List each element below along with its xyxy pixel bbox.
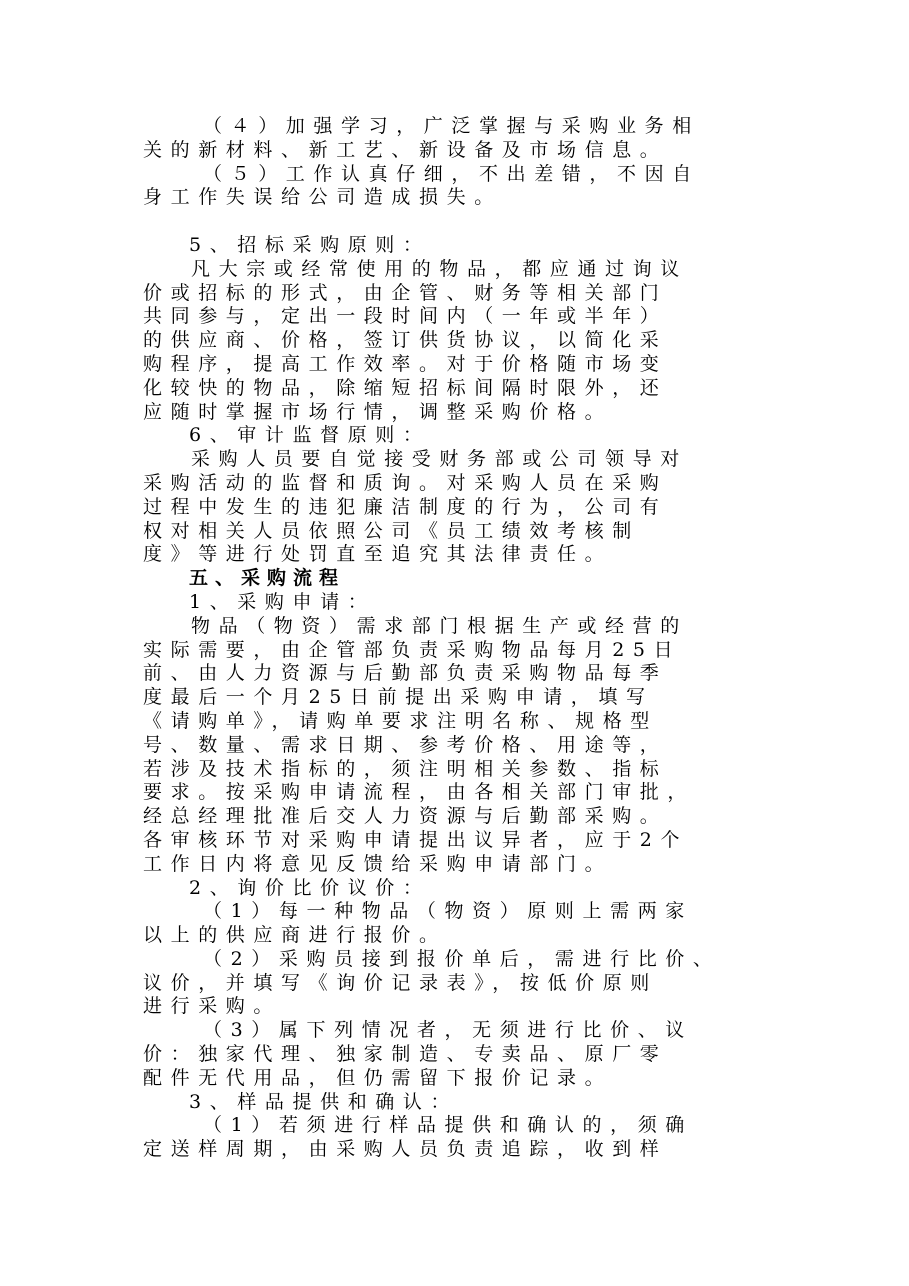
paragraph-line: （2）采购员接到报价单后，需进行比价、	[203, 947, 721, 970]
chapter-heading: 五、采购流程	[189, 567, 346, 590]
section-heading: 3、样品提供和确认：	[189, 1090, 459, 1113]
paragraph-line: 价：独家代理、独家制造、专卖品、原厂零	[143, 1043, 668, 1066]
paragraph-line: 进行采购。	[143, 995, 282, 1018]
paragraph-line: 要求。按采购申请流程，由各相关部门审批，	[143, 781, 696, 804]
paragraph-line: （５）工作认真仔细，不出差错，不因自	[203, 162, 700, 185]
paragraph-line: 经总经理批准后交人力资源与后勤部采购。	[143, 805, 668, 828]
paragraph-line: 购程序，提高工作效率。对于价格随市场变	[143, 352, 668, 375]
paragraph-line: 号、数量、需求日期、参考价格、用途等，	[143, 733, 668, 756]
paragraph-line: 共同参与，定出一段时间内（一年或半年）	[143, 305, 668, 328]
paragraph-line: （1）每一种物品（物资）原则上需两家	[203, 900, 693, 923]
paragraph-line: 定送样周期，由采购人员负责追踪，收到样	[143, 1138, 668, 1161]
paragraph-line: （４）加强学习，广泛掌握与采购业务相	[203, 115, 700, 137]
paragraph-line: 采购活动的监督和质询。对采购人员在采购	[143, 471, 668, 494]
paragraph-line: 采购人员要自觉接受财务部或公司领导对	[191, 448, 688, 471]
paragraph-line: 度》等进行处罚直至追究其法律责任。	[143, 543, 613, 566]
paragraph-line: 凡大宗或经常使用的物品，都应通过询议	[191, 257, 688, 280]
paragraph-line: 若涉及技术指标的，须注明相关参数、指标	[143, 757, 668, 780]
paragraph-line: 的供应商、价格，签订供货协议，以简化采	[143, 329, 668, 352]
document-body	[143, 115, 765, 1162]
blank-line	[143, 210, 765, 234]
paragraph-line: 身工作失误给公司造成损失。	[143, 186, 502, 209]
paragraph-line: 关的新材料、新工艺、新设备及市场信息。	[143, 138, 668, 161]
paragraph-line: 各审核环节对采购申请提出议异者，应于2个	[143, 828, 689, 851]
paragraph-line: 权对相关人员依照公司《员工绩效考核制	[143, 519, 640, 542]
paragraph-line: 应随时掌握市场行情，调整采购价格。	[143, 400, 613, 423]
section-heading: 5、招标采购原则：	[189, 233, 431, 256]
paragraph-line: 价或招标的形式，由企管、财务等相关部门	[143, 281, 668, 304]
paragraph-line: （1）若须进行样品提供和确认的，须确	[203, 1114, 693, 1137]
paragraph-line: 物品（物资）需求部门根据生产或经营的	[191, 614, 688, 637]
paragraph-line: 前、由人力资源与后勤部负责采购物品每季	[143, 662, 668, 685]
paragraph-line: 以上的供应商进行报价。	[143, 924, 447, 947]
paragraph-line: 过程中发生的违犯廉洁制度的行为，公司有	[143, 495, 668, 518]
paragraph-line: 议价，并填写《询价记录表》，按低价原则	[143, 971, 658, 994]
section-heading: 1、采购申请：	[189, 590, 376, 613]
paragraph-line: 《请购单》，请购单要求注明名称、规格型	[143, 709, 658, 732]
paragraph-line: 度最后一个月25日前提出采购申请，填写	[143, 686, 654, 709]
section-heading: 2、询价比价议价：	[189, 876, 431, 899]
paragraph-line: （3）属下列情况者，无须进行比价、议	[203, 1019, 693, 1042]
paragraph-line: 配件无代用品，但仍需留下报价记录。	[143, 1066, 613, 1089]
paragraph-line: 工作日内将意见反馈给采购申请部门。	[143, 852, 613, 875]
paragraph-line: 化较快的物品，除缩短招标间隔时限外，还	[143, 376, 668, 399]
section-heading: 6、审计监督原则：	[189, 424, 431, 447]
paragraph-line: 实际需要，由企管部负责采购物品每月25日	[143, 638, 682, 661]
